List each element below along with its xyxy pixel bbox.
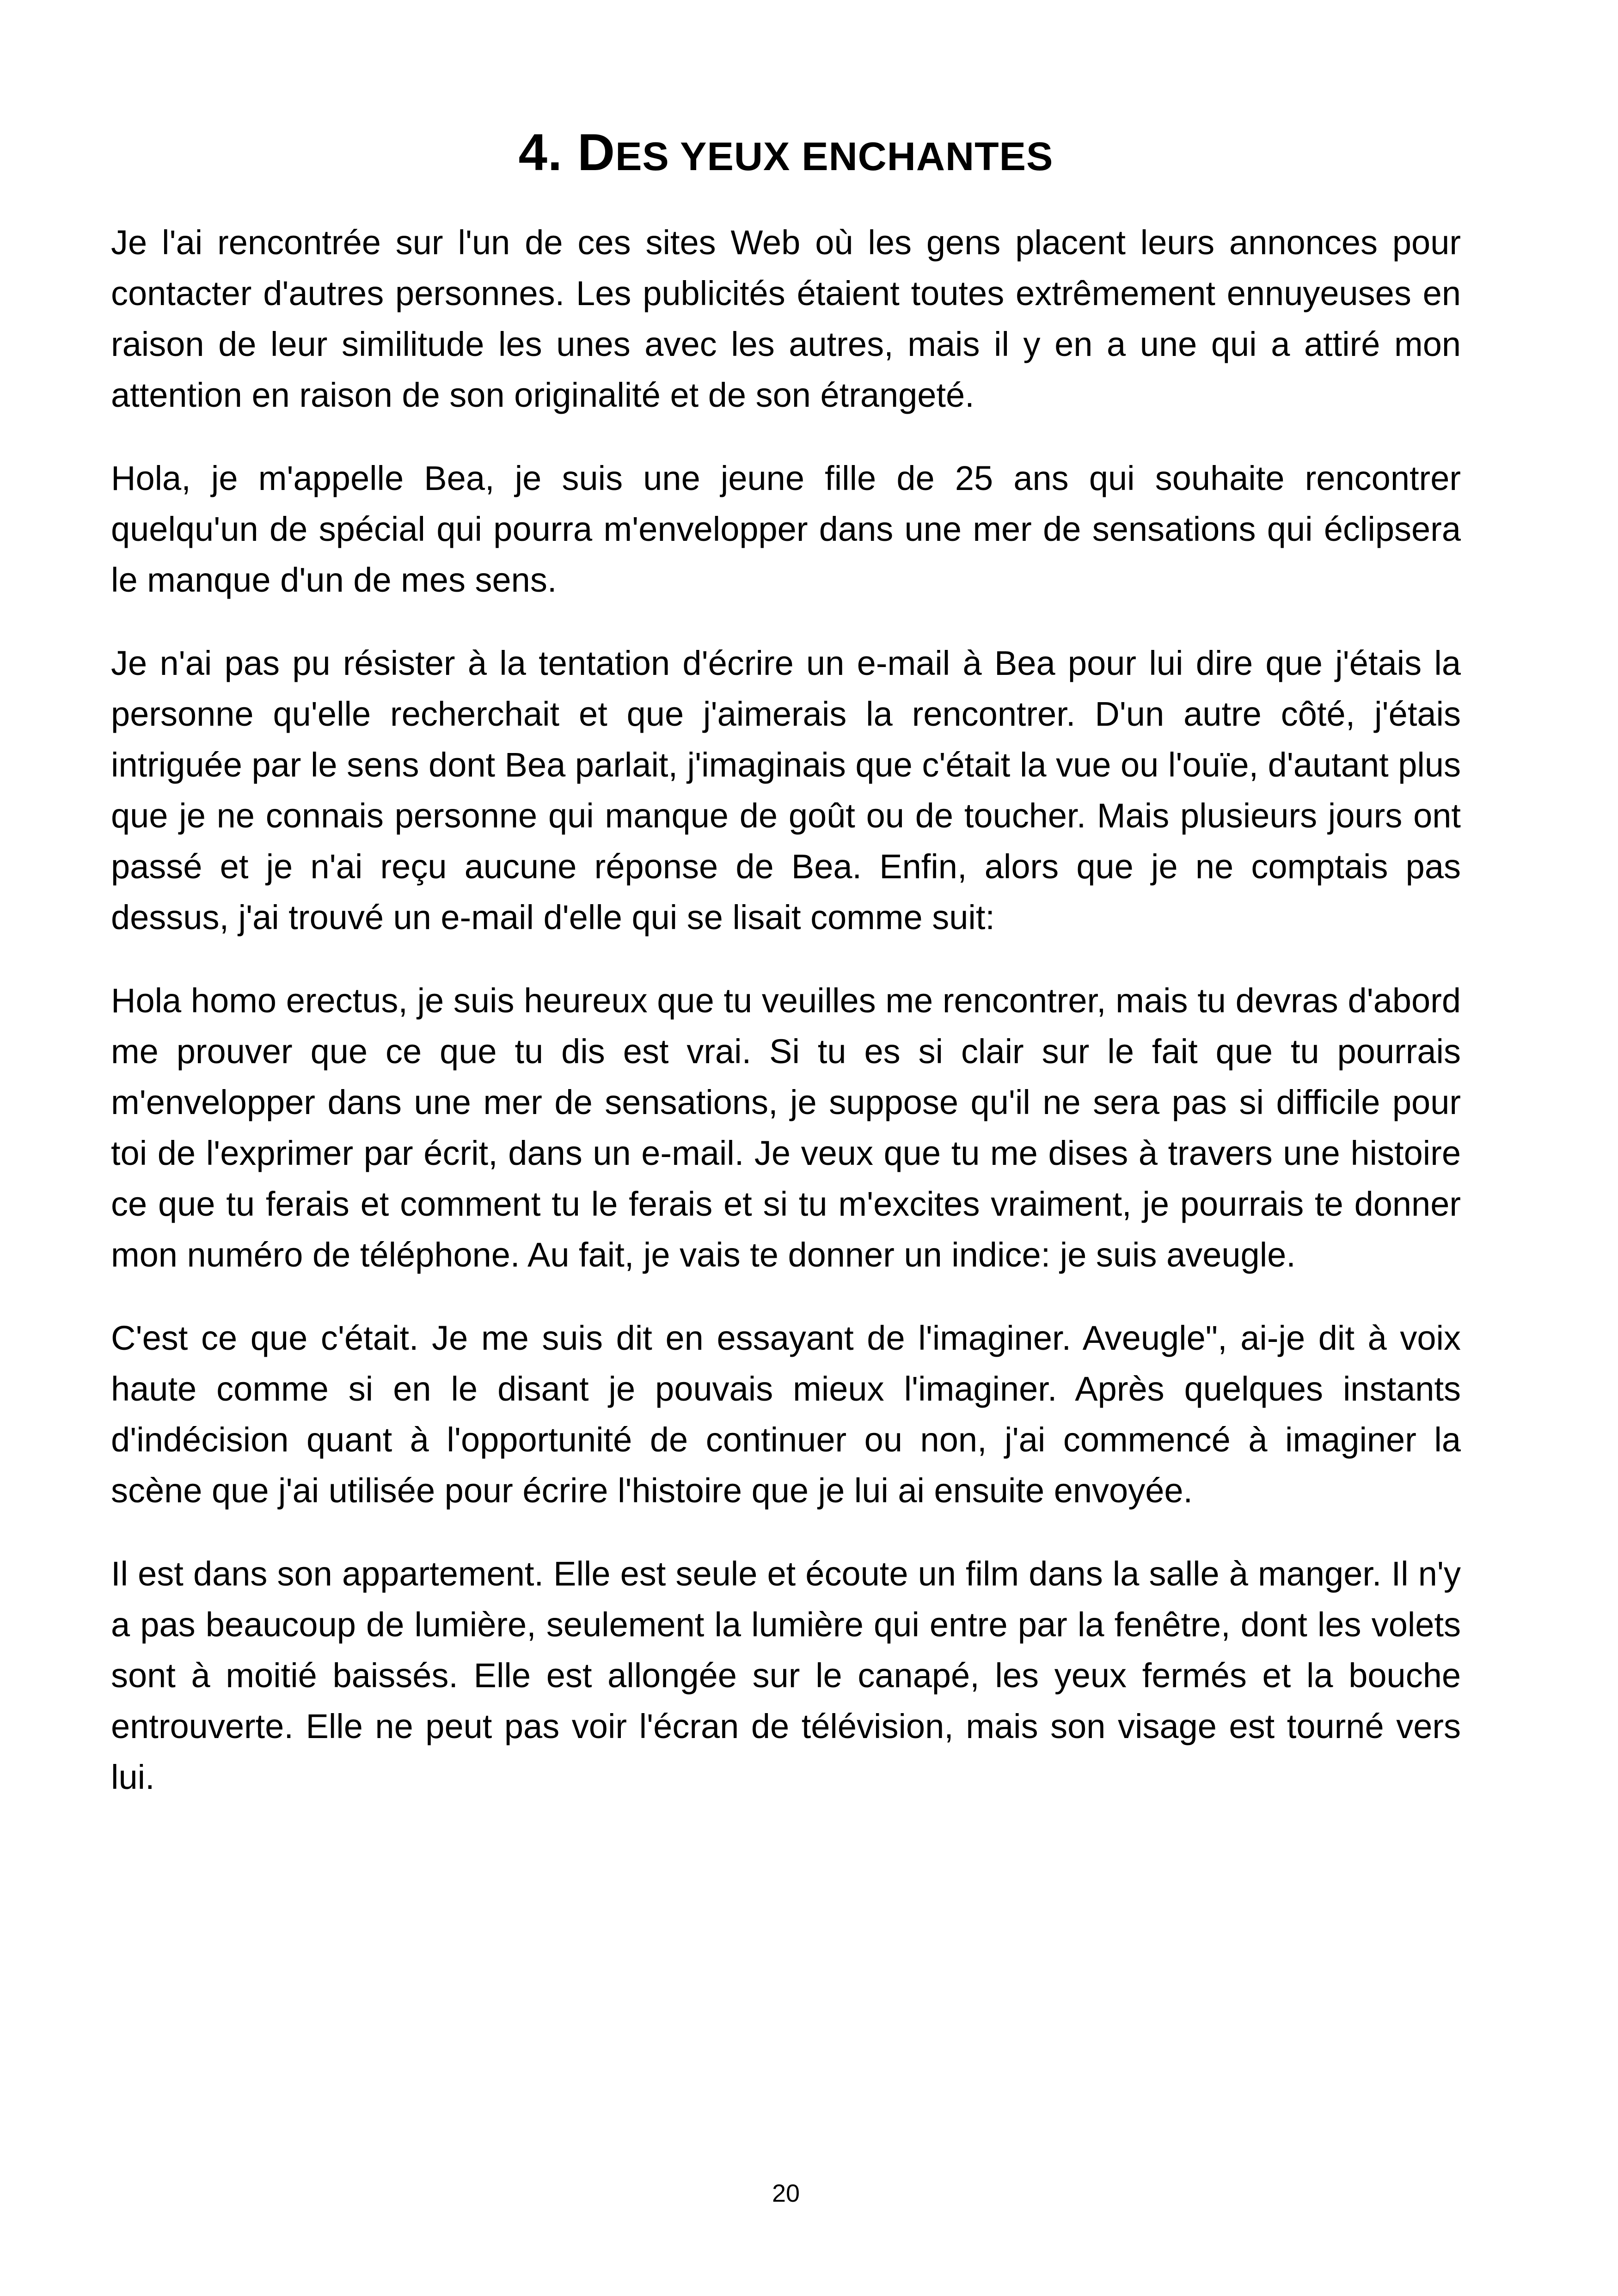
paragraph-2: Hola, je m'appelle Bea, je suis une jeune fille de 25 ans qui souhaite rencontrer quelqu'un de spécial qui pourra m'envelopper dans une mer de sensations qui éclipsera le manque d'un de mes sens. [111, 459, 1461, 599]
paragraph-6: Il est dans son appartement. Elle est seule et écoute un film dans la salle à manger. Il n'y a pas beaucoup de lumière, seulement la lumière qui entre par la fenêtre, dont les volets sont à moitié baissés. Elle est allongée sur le canapé, les yeux fermés et la bouche entrouverte. Elle ne peut pas voir l'écran de télévision, mais son visage est tourné vers lui. [111, 1555, 1461, 1796]
paragraph-3: Je n'ai pas pu résister à la tentation d'écrire un e-mail à Bea pour lui dire que j'étais la personne qu'elle recherchait et que j'aimerais la rencontrer. D'un autre côté, j'étais intriguée par le sens dont Bea parlait, j'imaginais que c'était la vue ou l'ouïe, d'autant plus que je ne connais personne qui manque de goût ou de toucher. Mais plusieurs jours ont passé et je n'ai reçu aucune réponse de Bea. Enfin, alors que je ne comptais pas dessus, j'ai trouvé un e-mail d'elle qui se lisait comme suit: [111, 644, 1461, 937]
paragraph-5: C'est ce que c'était. Je me suis dit en essayant de l'imaginer. Aveugle", ai-je dit à voix haute comme si en le disant je pouvais mieux l'imaginer. Après quelques instants d'indécision quant à l'opportunité de continuer ou non, j'ai commencé à imaginer la scène que j'ai utilisée pour écrire l'histoire que je lui ai ensuite envoyée. [111, 1319, 1461, 1510]
body-text [111, 217, 1461, 1835]
paragraph-1: Je l'ai rencontrée sur l'un de ces sites Web où les gens placent leurs annonces pour contacter d'autres personnes. Les publicités étaient toutes extrêmement ennuyeuses en raison de leur similitude les unes avec les autres, mais il y en a une qui a attiré mon attention en raison de son originalité et de son étrangeté. [111, 223, 1461, 414]
chapter-title-initial: D [577, 123, 616, 181]
chapter-title-rest: ES YEUX ENCHANTES [615, 135, 1054, 179]
page-number: 20 [772, 2180, 800, 2207]
chapter-number: 4. [518, 123, 563, 181]
document-page [111, 0, 1461, 2296]
chapter-title [111, 118, 1461, 191]
paragraph-4: Hola homo erectus, je suis heureux que tu veuilles me rencontrer, mais tu devras d'abord me prouver que ce que tu dis est vrai. Si tu es si clair sur le fait que tu pourrais m'envelopper dans une mer de sensations, je suppose qu'il ne sera pas si difficile pour toi de l'exprimer par écrit, dans un e-mail. Je veux que tu me dises à travers une histoire ce que tu ferais et comment tu le ferais et si tu m'excites vraiment, je pourrais te donner mon numéro de téléphone. Au fait, je vais te donner un indice: je suis aveugle. [111, 981, 1461, 1274]
